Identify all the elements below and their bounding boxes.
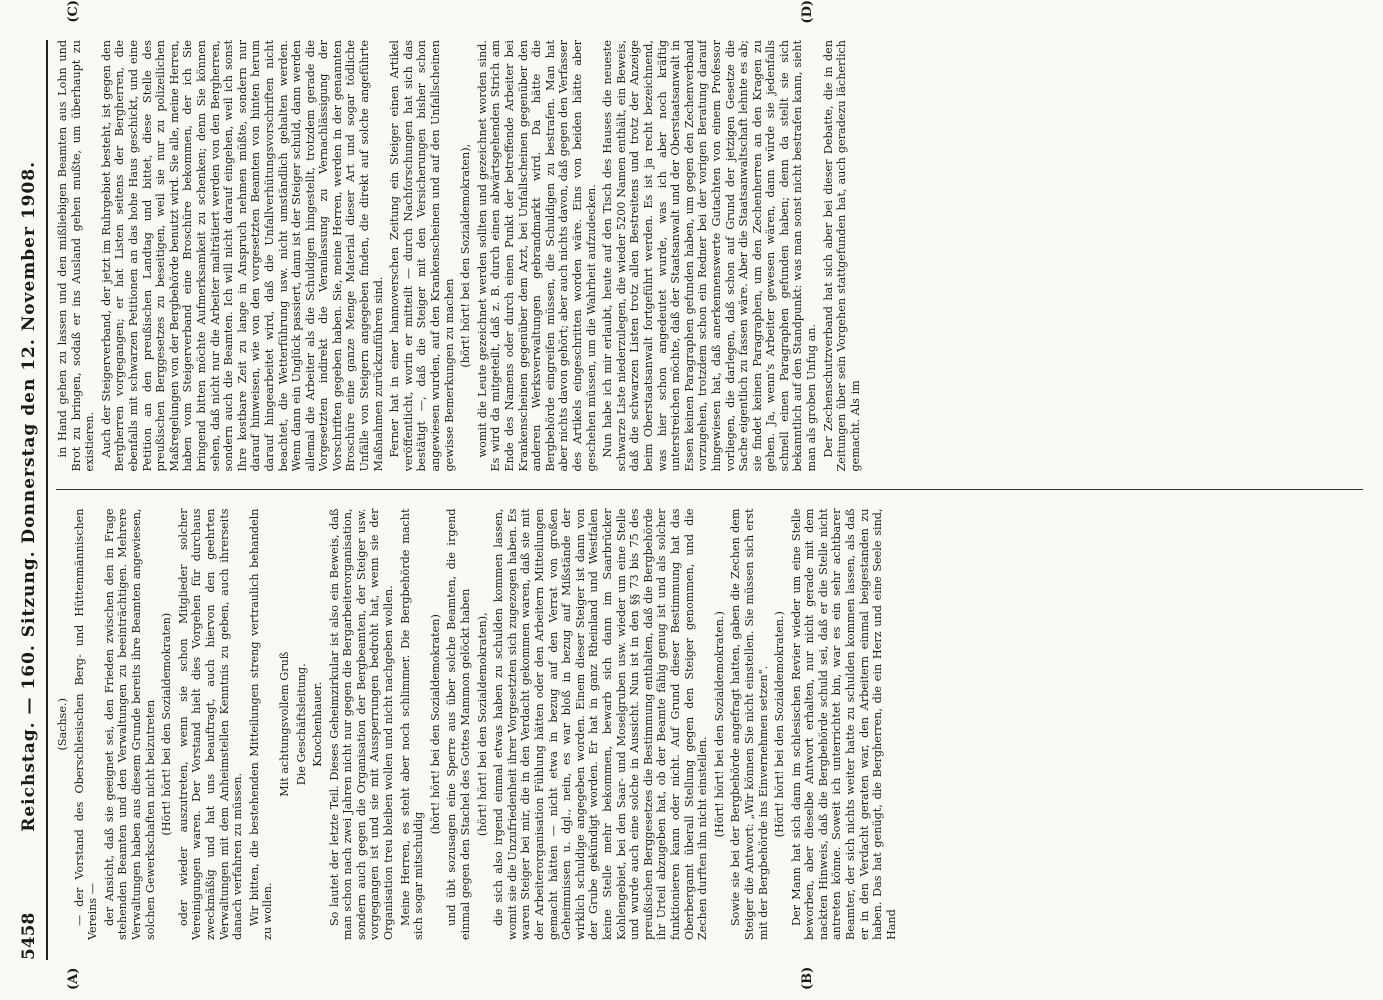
paragraph: So lautet der letzte Teil. Dieses Geheimzirkular ist also ein Beweis, daß man schon nach zwei Jahren nicht nur gegen die Bergarbeiterorganisation, sondern auch gegen die Organisation der Bergbeamten, der Steiger usw. vorgegangen ist und sie mit Aussperrungen bedroht hat, wenn sie der Organisation treu bleiben wollen und nicht nachgeben wollen. <box>327 508 396 940</box>
paragraph: Nun habe ich mir erlaubt, heute auf den Tisch des Hauses die neueste schwarze Liste niederzulegen, die wieder 5200 Namen enthält, ein Beweis, daß die schwarzen Listen trotz allen Bestreitens und trotz der Anzeige beim Oberstaatsanwalt fortgeführt werden. Es ist ja recht bezeichnend, was hier schon angedeutet wurde, was ich aber noch kräftig unterstreichen möchte, daß der Staatsanwalt und der Oberstaatsanwalt in Essen keinen Paragraphen gefunden haben, um gegen den Zechenverband vorzugehen, trotzdem schon ein Redner bei der vorigen Beratung darauf hingewiesen hat, daß anerkennenswerte Gutachten von einem Professor vorliegen, die darlegen, daß schon auf Grund der jetzigen Gesetze die Sache eigentlich zu fassen wäre. Aber die Staatsanwaltschaft lehnte es ab; sie findet keinen Paragraphen, um den Zechenherren an den Kragen zu gehen. Ja, wenn's Arbeiter gewesen wären, dann würde sie jedenfalls schnell einen Paragraphen gefunden haben; denn da stellt sie sich bekanntlich auf den Standpunkt: was man sonst nicht bestrafen kann, sieht man als groben Unfug an. <box>601 40 819 472</box>
paragraph: Mit achtungsvollem Gruß <box>277 651 291 797</box>
paragraph: Ferner hat in einer hannoverschen Zeitung ein Steiger einen Artikel veröffentlicht, worin er mitteilt — durch Nachforschungen hat sich das bestätigt —, daß die Steiger mit den Versicherungen bisher schon angewiesen wurden, auf den Krankenscheinen und auf den Unfallscheinen gewisse Bemerkungen zu machen <box>388 40 456 472</box>
paragraph: Sowie sie bei der Bergbehörde angefragt hatten, gaben die Zechen dem Steiger die Antwort: „Wir können Sie nicht einstellen. Sie müssen sich erst mit der Bergbehörde ins Einvernehmen setzen". <box>729 508 770 940</box>
paragraph: (Hört! hört! bei den Sozialdemokraten) <box>160 612 174 836</box>
paragraph: und übt sozusagen eine Sperre aus über solche Beamten, die irgend einmal gegen den Stachel des Gottes Mammon gelöckt haben <box>445 508 473 940</box>
paragraph: (hört! hört! bei den Sozialdemokraten) <box>428 614 442 835</box>
paragraph: (hört! hört! bei den Sozialdemokraten), <box>459 143 473 368</box>
paragraph: (Hört! hört! bei den Sozialdemokraten.) <box>773 611 787 838</box>
paragraph: die sich also irgend einmal etwas haben zu schulden kommen lassen, womit sie die Unzufriedenheit ihrer Vorgesetzten sich zugezogen haben. Es waren Steiger bei mir, die in den Verdacht gekommen waren, daß sie mit der Arbeiterorganisation Fühlung hätten oder den Arbeitern Mitteilungen gemacht hätten — nicht etwa in bezug auf den Verrat von großen Geheimnissen u. dgl., nein, es war bloß in bezug auf Mißstände der wirklich schuldige angegeben worden. Einem dieser Steiger ist dann von der Grube gekündigt worden. Er hat in ganz Rheinland und Westfalen keine Stelle mehr bekommen, bewarb sich dann im Saarbrücker Kohlengebiet, bei den Saar- und Moselgruben usw. wieder um eine Stelle und wurde auch eine solche in Aussicht. Nun ist in den §§ 73 bis 75 des preußischen Berggesetzes die Bestimmung enthalten, daß die Bergbehörde ihr Urteil abzugeben hat, ob der Beamte fähig genug ist und als solcher funktionieren kann oder nicht. Auf Grund dieser Bestimmung hat das Oberbergamt überall Stellung gegen den Steiger genommen, und die Zechen durften ihn nicht einstellen. <box>492 508 710 940</box>
paragraph: Der Zechenschutzverband hat sich aber bei dieser Debatte, die in den Zeitungen über sein Vorgehen stattgefunden hat, auch geradezu lächerlich gemacht. Als im <box>821 40 862 472</box>
right-column <box>56 40 1363 472</box>
paragraph: womit die Leute gezeichnet werden sollten und gezeichnet worden sind. Es wird da mitgeteilt, daß z. B. durch einen abwärtsgehenden Strich am Ende des Namens oder durch einen Punkt der betreffende Arbeiter bei Krankenscheinen gegenüber dem Arzt, bei Unfallscheinen gegenüber den anderen Werksverwaltungen gebrandmarkt wird. Da hätte die Bergbehörde eingreifen müssen, die Schuldigen zu bestrafen. Man hat aber nichts davon gehört; aber auch nichts davon, daß gegen den Verfasser des Artikels eingeschritten worden wäre. Eins von beiden hätte aber geschehen müssen, um die Wahrheit aufzudecken. <box>475 40 598 472</box>
paragraph: — der Vorstand des Oberschlesischen Berg- und Hüttenmännischen Vereins — <box>72 508 100 940</box>
paragraph: Meine Herren, es steht aber noch schlimmer. Die Bergbehörde macht sich sogar mitschuldig <box>398 508 426 940</box>
paragraph: Auch der Steigerverband, der jetzt im Ruhrgebiet besteht, ist gegen den Bergherren vorgegangen; er hat Listen seitens der Bergherren, die ebenfalls mit schwarzen Petitionen an das hohe Haus geschickt, und eine Petition an den preußischen Landtag und bittet, diese Stelle des preußischen Berggesetzes zu beseitigen, weil sie nur zu polizeilichen Maßregelungen von der Bergbehörde benutzt wird. Sie alle, meine Herren, haben vom Steigerverband eine Broschüre bekommen, der ich Sie bringend bitten möchte Aufmerksamkeit zu schenken; denn Sie können sehen, daß nicht nur die Arbeiter malträtiert werden von den Bergherren, sondern auch die Beamten. Ich will nicht darauf eingehen, weil ich sonst Ihre kostbare Zeit zu lange in Anspruch nehmen müßte, sondern nur darauf hinweisen, wie von den vorgesetzten Beamten von hinten herum darauf hingearbeitet wird, daß die Unfallverhütungsvorschriften nicht beachtet, die Wetterführung usw. nicht umständlich gehalten werden. Wenn dann ein Unglück passiert, dann ist der Steiger schuld, dann werden allemal die Arbeiter als die Schuldigen hingestellt, trotzdem gerade die Vorgesetzten indirekt die Veranlassung zu Vernachlässigung der Vorschriften gegeben haben. Sie, meine Herren, werden in der genannten Broschüre eine ganze Menge Material dieser Art und sogar tödliche Unfälle von Steigern angegeben finden, die direkt auf solche angeführte Maßnahmen zurückzuführen sind. <box>99 40 385 472</box>
column-divider <box>56 490 1363 491</box>
page-number: 5458 <box>19 912 39 960</box>
paragraph: (Hört! hört! bei den Sozialdemokraten.) <box>712 611 726 838</box>
paragraph: (hört! hört! bei den Sozialdemokraten), <box>475 612 489 837</box>
page-title: Reichstag. — 160. Sitzung. Donnerstag den 12. November 1908. <box>19 160 39 832</box>
paragraph: Die Geschäftsleitung. <box>294 663 308 786</box>
paragraph: Der Mann hat sich dann im schlesischen Revier wieder um eine Stelle beworben, aber dieselbe Antwort erhalten, nur nicht gerade mit dem nackten Hinweis, daß die Bergbehörde schuld sei, daß er die Stelle nicht antreten könne. Soweit ich unterrichtet bin, war es ein sehr achtbarer Beamter, der sich nichts weiter hatte zu schulden kommen lassen, als daß er in den Verdacht geraten war, den Arbeitern einmal beigestanden zu haben. Das hat genügt, die Bergherren, die ein Herz und eine Seele sind, Hand <box>789 508 898 940</box>
margin-marker-b: (B) <box>800 966 815 990</box>
paragraph: (Sachse.) <box>56 698 69 751</box>
margin-marker-a: (A) <box>66 967 81 990</box>
left-column <box>56 509 1363 941</box>
paragraph: in Hand gehen zu lassen und den mißliebigen Beamten aus Lohn und Brot zu bringen, sodaß er ins Ausland gehen mußte, um überhaupt zu existieren. <box>56 40 97 472</box>
text-columns <box>56 40 1363 940</box>
margin-marker-c: (C) <box>66 0 81 23</box>
paragraph: Wir bitten, die bestehenden Mitteilungen streng vertraulich behandeln zu wollen. <box>247 508 275 940</box>
paragraph: der Ansicht, daß sie geeignet sei, den Frieden zwischen den in Frage stehenden Beamten und den Verwaltungen zu beeinträchtigen. Mehrere Verwaltungen haben aus diesem Grunde bereits ihre Beamten angewiesen, solchen Gewerkschaften nicht beizutreten <box>102 508 157 940</box>
paragraph: oder wieder auszutreten, wenn sie schon Mitglieder solcher Vereinigungen waren. Der Vorstand hielt dies Vorgehen für durchaus zweckmäßig und hat uns beauftragt, auch hiervon den geehrten Verwaltungen mit dem Anheimstellen Kenntnis zu geben, auch ihrerseits danach verfahren zu müssen. <box>176 508 245 940</box>
page-header <box>12 40 48 960</box>
margin-marker-d: (D) <box>800 0 815 24</box>
paragraph: Knochenhauer. <box>311 681 325 767</box>
